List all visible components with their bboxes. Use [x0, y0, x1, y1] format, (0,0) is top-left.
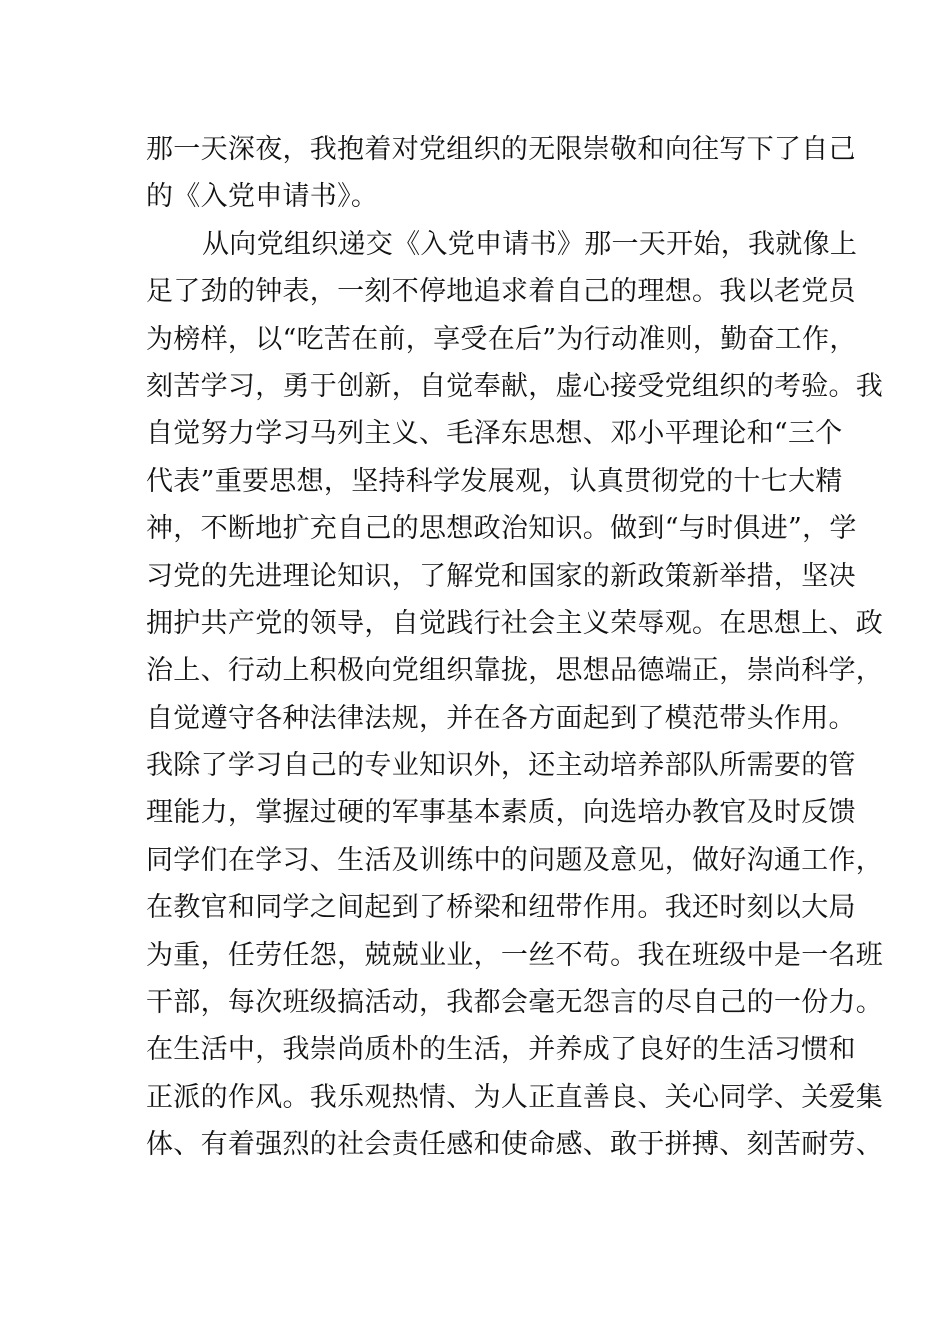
text-line: 那一天深夜，我抱着对党组织的无限崇敬和向往写下了自己: [146, 134, 856, 165]
text-line: 同学们在学习、生活及训练中的问题及意见，做好沟通工作，: [146, 844, 884, 876]
text-line: 足了劲的钟表，一刻不停地追求着自己的理想。我以老党员: [146, 276, 856, 308]
paragraph-2: [146, 221, 884, 1169]
paragraph-1: [146, 126, 856, 221]
text-line: 拥护共产党的领导，自觉践行社会主义荣辱观。在思想上、政: [146, 607, 884, 639]
text-line: 理能力，掌握过硬的军事基本素质，向选培办教官及时反馈: [146, 797, 856, 829]
text-line: 在教官和同学之间起到了桥梁和纽带作用。我还时刻以大局: [146, 892, 856, 924]
text-line: 刻苦学习，勇于创新，自觉奉献，虚心接受党组织的考验。我: [146, 370, 884, 402]
text-line: 习党的先进理论知识，了解党和国家的新政策新举措，坚决: [146, 560, 856, 592]
text-line: 我除了学习自己的专业知识外，还主动培养部队所需要的管: [146, 750, 856, 782]
text-line: 神，不断地扩充自己的思想政治知识。做到“与时俱进”，学: [146, 513, 857, 545]
text-line: 代表”重要思想，坚持科学发展观，认真贯彻党的十七大精: [146, 465, 843, 497]
text-line: 的《入党申请书》。: [146, 181, 379, 213]
text-line: 自觉努力学习马列主义、毛泽东思想、邓小平理论和“三个: [146, 418, 843, 450]
text-line: 自觉遵守各种法律法规，并在各方面起到了模范带头作用。: [146, 702, 856, 734]
text-line: 从向党组织递交《入党申请书》那一天开始，我就像上: [202, 228, 858, 260]
text-line: 干部，每次班级搞活动，我都会毫无怨言的尽自己的一份力。: [146, 987, 884, 1019]
text-line: 为榜样，以“吃苦在前，享受在后”为行动准则，勤奋工作，: [146, 323, 857, 355]
text-line: 在生活中，我崇尚质朴的生活，并养成了良好的生活习惯和: [146, 1034, 856, 1066]
text-line: 体、有着强烈的社会责任感和使命感、敢于拼搏、刻苦耐劳、: [146, 1129, 884, 1161]
document-body: [146, 126, 884, 1169]
text-line: 为重，任劳任怨，兢兢业业，一丝不苟。我在班级中是一名班: [146, 939, 884, 971]
text-line: 治上、行动上积极向党组织靠拢，思想品德端正，崇尚科学，: [146, 655, 884, 687]
text-line: 正派的作风。我乐观热情、为人正直善良、关心同学、关爱集: [146, 1081, 884, 1113]
